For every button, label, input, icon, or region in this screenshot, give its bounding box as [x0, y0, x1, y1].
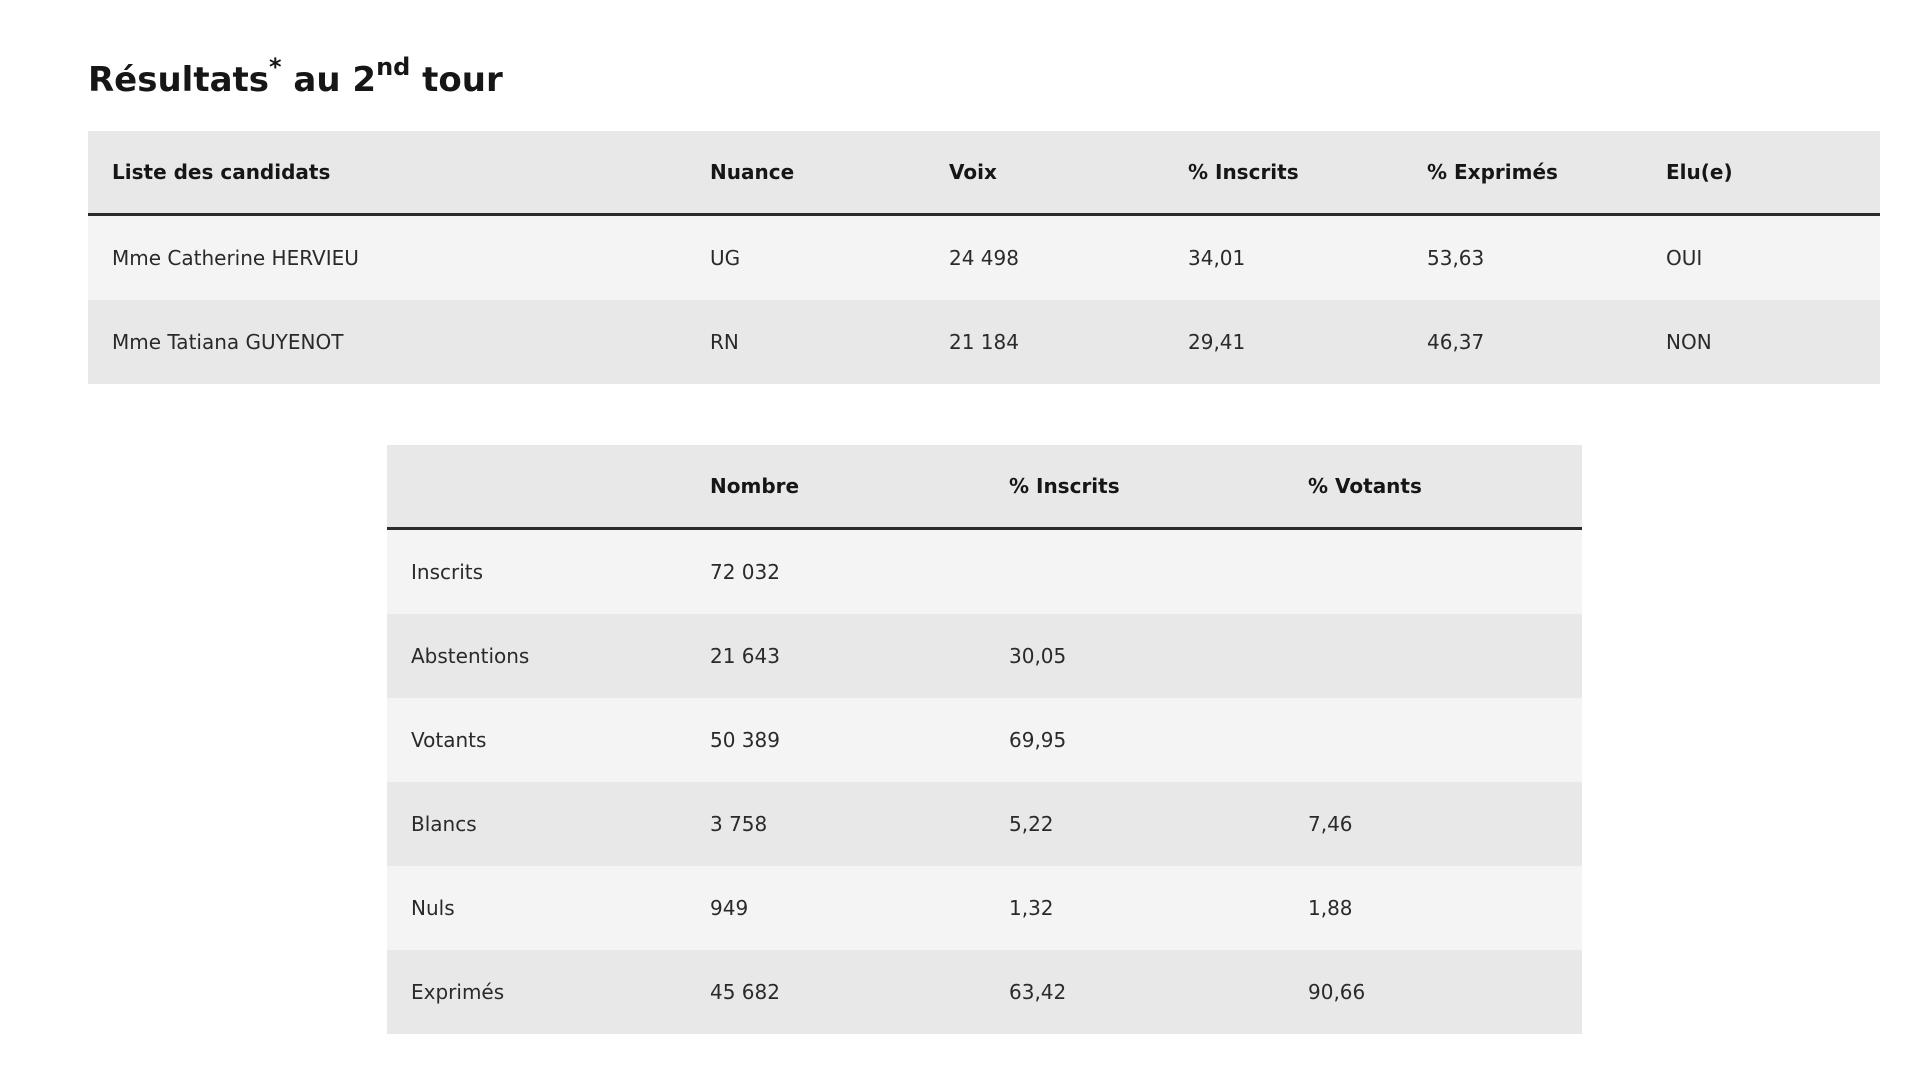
- candidate-pct-inscrits: 34,01: [1164, 215, 1403, 301]
- row-pct-inscrits: 63,42: [985, 950, 1284, 1034]
- participation-header-row: [387, 445, 1582, 529]
- row-nombre: 949: [686, 866, 985, 950]
- candidate-voix: 21 184: [925, 300, 1164, 384]
- candidates-table: [88, 131, 1880, 384]
- row-pct-inscrits: 69,95: [985, 698, 1284, 782]
- table-row: [387, 866, 1582, 950]
- row-pct-inscrits: [985, 529, 1284, 615]
- column-header-nombre: Nombre: [686, 445, 985, 529]
- row-pct-votants: [1284, 698, 1582, 782]
- title-end: tour: [410, 60, 503, 100]
- row-nombre: 45 682: [686, 950, 985, 1034]
- row-pct-votants: 90,66: [1284, 950, 1582, 1034]
- row-nombre: 50 389: [686, 698, 985, 782]
- candidate-pct-exprimes: 53,63: [1403, 215, 1642, 301]
- table-row: [387, 698, 1582, 782]
- column-header-candidate: Liste des candidats: [88, 131, 686, 215]
- candidates-header-row: [88, 131, 1880, 215]
- candidate-voix: 24 498: [925, 215, 1164, 301]
- column-header-elu: Elu(e): [1642, 131, 1880, 215]
- row-nombre: 3 758: [686, 782, 985, 866]
- table-row: [88, 300, 1880, 384]
- row-label: Inscrits: [387, 529, 686, 615]
- row-pct-votants: [1284, 614, 1582, 698]
- candidate-pct-exprimes: 46,37: [1403, 300, 1642, 384]
- candidate-name: Mme Tatiana GUYENOT: [88, 300, 686, 384]
- row-pct-inscrits: 30,05: [985, 614, 1284, 698]
- row-nombre: 72 032: [686, 529, 985, 615]
- row-pct-votants: 1,88: [1284, 866, 1582, 950]
- row-nombre: 21 643: [686, 614, 985, 698]
- table-row: [387, 950, 1582, 1034]
- row-pct-inscrits: 1,32: [985, 866, 1284, 950]
- table-row: [88, 215, 1880, 301]
- column-header-pct-exprimes: % Exprimés: [1403, 131, 1642, 215]
- participation-table: [387, 445, 1582, 1034]
- candidate-name: Mme Catherine HERVIEU: [88, 215, 686, 301]
- title-middle: au 2: [281, 60, 377, 100]
- row-label: Abstentions: [387, 614, 686, 698]
- candidate-pct-inscrits: 29,41: [1164, 300, 1403, 384]
- candidate-elu: OUI: [1642, 215, 1880, 301]
- candidate-nuance: UG: [686, 215, 925, 301]
- table-row: [387, 529, 1582, 615]
- column-header-pct-inscrits: % Inscrits: [1164, 131, 1403, 215]
- column-header-pct-votants: % Votants: [1284, 445, 1582, 529]
- row-label: Nuls: [387, 866, 686, 950]
- row-label: Votants: [387, 698, 686, 782]
- row-pct-votants: 7,46: [1284, 782, 1582, 866]
- table-row: [387, 614, 1582, 698]
- row-pct-votants: [1284, 529, 1582, 615]
- column-header-voix: Voix: [925, 131, 1164, 215]
- page-title: [88, 52, 503, 104]
- title-ordinal: nd: [376, 52, 411, 81]
- row-pct-inscrits: 5,22: [985, 782, 1284, 866]
- candidate-elu: NON: [1642, 300, 1880, 384]
- title-asterisk: *: [269, 52, 282, 81]
- table-row: [387, 782, 1582, 866]
- column-header-label: [387, 445, 686, 529]
- column-header-nuance: Nuance: [686, 131, 925, 215]
- candidate-nuance: RN: [686, 300, 925, 384]
- row-label: Exprimés: [387, 950, 686, 1034]
- title-main: Résultats: [88, 60, 270, 100]
- row-label: Blancs: [387, 782, 686, 866]
- column-header-pct-inscrits: % Inscrits: [985, 445, 1284, 529]
